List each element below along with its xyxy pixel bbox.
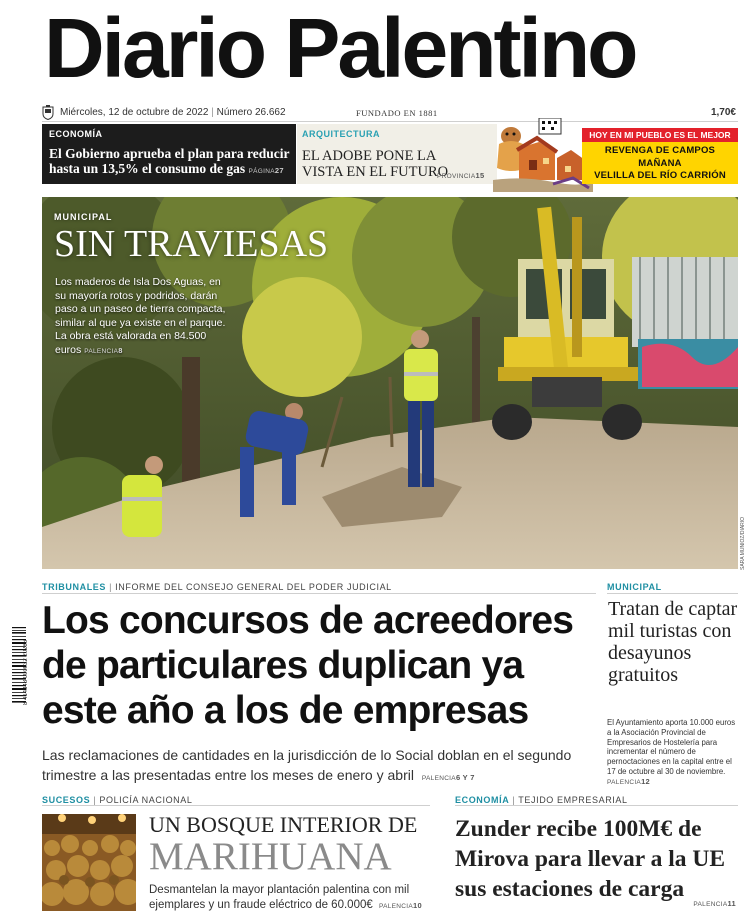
page-number: 15: [475, 171, 485, 180]
adobe-illustration: [493, 118, 593, 192]
sucesos-headline-top[interactable]: UN BOSQUE INTERIOR DE: [149, 812, 418, 837]
main-dek: [42, 745, 602, 789]
issue-price: 1,70€: [710, 107, 736, 118]
side-headline[interactable]: Tratan de captar mil turistas con desayunos gratuitos: [608, 598, 738, 686]
page-label: PALENCIA: [421, 775, 456, 782]
page-label: PALENCIA: [84, 347, 119, 355]
side-kicker-tag: MUNICIPAL: [607, 582, 662, 592]
issue-number: Número 26.662: [216, 107, 286, 118]
page-label: PÁGINA: [248, 168, 275, 175]
sucesos-dek-text: Desmantelan la mayor plantación palentina con mil ejemplares y un fraude eléctrico de 60.000€: [149, 884, 410, 911]
masthead-title: Diario Palentino: [44, 1, 636, 95]
page-label: PALENCIA: [693, 901, 728, 908]
economia-page-ref: [693, 899, 736, 908]
sucesos-headline-big[interactable]: MARIHUANA: [149, 835, 392, 878]
city-crest-icon: [42, 105, 54, 120]
teaser-kicker: ECONOMÍA: [49, 129, 103, 139]
teaser-kicker: ARQUITECTURA: [302, 129, 380, 139]
page-label: PROVINCIA: [437, 173, 476, 180]
economia-kicker: ECONOMÍA | TEJIDO EMPRESARIAL: [455, 795, 628, 805]
economia-kicker-sub: TEJIDO EMPRESARIAL: [518, 795, 628, 805]
founded-note: FUNDADO EN 1881: [356, 108, 438, 118]
main-dek-text: Las reclamaciones de cantidades en la jurisdicción de lo Social doblan en el segundo trimestre a las presentadas entre los meses de enero y abril: [42, 747, 572, 783]
photo-credit: SARA MUNIOZ/DIARIO: [740, 516, 746, 570]
promo-line-3: VELILLA DEL RÍO CARRIÓN: [594, 170, 726, 181]
side-body: [607, 718, 739, 788]
issue-date: Miércoles, 12 de octubre de 2022: [60, 107, 209, 118]
divider: [42, 805, 430, 806]
main-headline[interactable]: Los concursos de acreedores de particulares duplican ya este año a los de empresas: [42, 599, 574, 732]
teaser-headline: [49, 146, 294, 179]
main-kicker-sub: INFORME DEL CONSEJO GENERAL DEL PODER JUDICIAL: [115, 582, 392, 592]
promo-banner: HOY EN MI PUEBLO ES EL MEJOR: [582, 128, 738, 142]
sucesos-dek: [149, 883, 434, 914]
photo-kicker: MUNICIPAL: [54, 212, 113, 222]
promo-box[interactable]: [582, 128, 738, 184]
divider: [42, 593, 596, 594]
sucesos-kicker-tag: SUCESOS: [42, 795, 91, 805]
promo-line-2: MAÑANA: [638, 158, 682, 169]
side-kicker: [607, 582, 662, 592]
lead-photo[interactable]: [42, 197, 738, 569]
teaser-economia[interactable]: [42, 124, 296, 184]
barcode-digits: 8 414348 000032 20286: [23, 639, 29, 705]
main-kicker: TRIBUNALES | INFORME DEL CONSEJO GENERAL DEL PODER JUDICIAL: [42, 582, 392, 592]
side-body-text: El Ayuntamiento aporta 10.000 euros a la Asociación Provincial de Empresarios de Hostelería para incrementar el número de pernoctaciones en la capital entre el 17 de octubre al 30 de noviembre.: [607, 718, 736, 776]
teaser-headline: EL ADOBE PONE LA VISTA EN EL FUTURO: [302, 148, 449, 180]
teaser-arquitectura[interactable]: [297, 124, 497, 184]
marihuana-photo: [42, 814, 136, 911]
divider: [455, 805, 738, 806]
divider: [607, 593, 738, 594]
photo-summary-text: Los maderos de Isla Dos Aguas, en su mayoría rotos y podridos, darán paso a un paseo de tierra compacta, similar al que ya existe en el parque. La obra está valorada en 84.500 euros: [55, 276, 226, 356]
page-number: 27: [274, 166, 284, 175]
economia-headline[interactable]: Zunder recibe 100M€ de Mirova para llevar a la UE sus estaciones de carga: [455, 816, 726, 902]
promo-line-1: REVENGA DE CAMPOS: [604, 145, 716, 156]
main-kicker-tag: TRIBUNALES: [42, 582, 106, 592]
page-number: 11: [727, 899, 736, 908]
page-number: 10: [413, 901, 422, 910]
divider: [42, 121, 738, 122]
teaser-headline-text: El Gobierno aprueba el plan para reducir hasta un 13,5% el consumo de gas: [49, 146, 290, 176]
page-number: 6 Y 7: [455, 773, 475, 782]
page-number: 12: [641, 776, 651, 786]
sucesos-kicker-sub: POLICÍA NACIONAL: [99, 795, 193, 805]
page-label: PALENCIA: [607, 778, 642, 786]
sucesos-kicker: SUCESOS | POLICÍA NACIONAL: [42, 795, 193, 805]
page-label: PALENCIA: [378, 903, 414, 910]
photo-headline: SIN TRAVIESAS: [54, 223, 329, 265]
economia-kicker-tag: ECONOMÍA: [455, 795, 510, 805]
dateline: Miércoles, 12 de octubre de 2022 | Número 26.662 FUNDADO EN 1881 1,70€: [0, 105, 750, 121]
page-number: 8: [118, 345, 123, 355]
photo-summary: [55, 276, 231, 358]
